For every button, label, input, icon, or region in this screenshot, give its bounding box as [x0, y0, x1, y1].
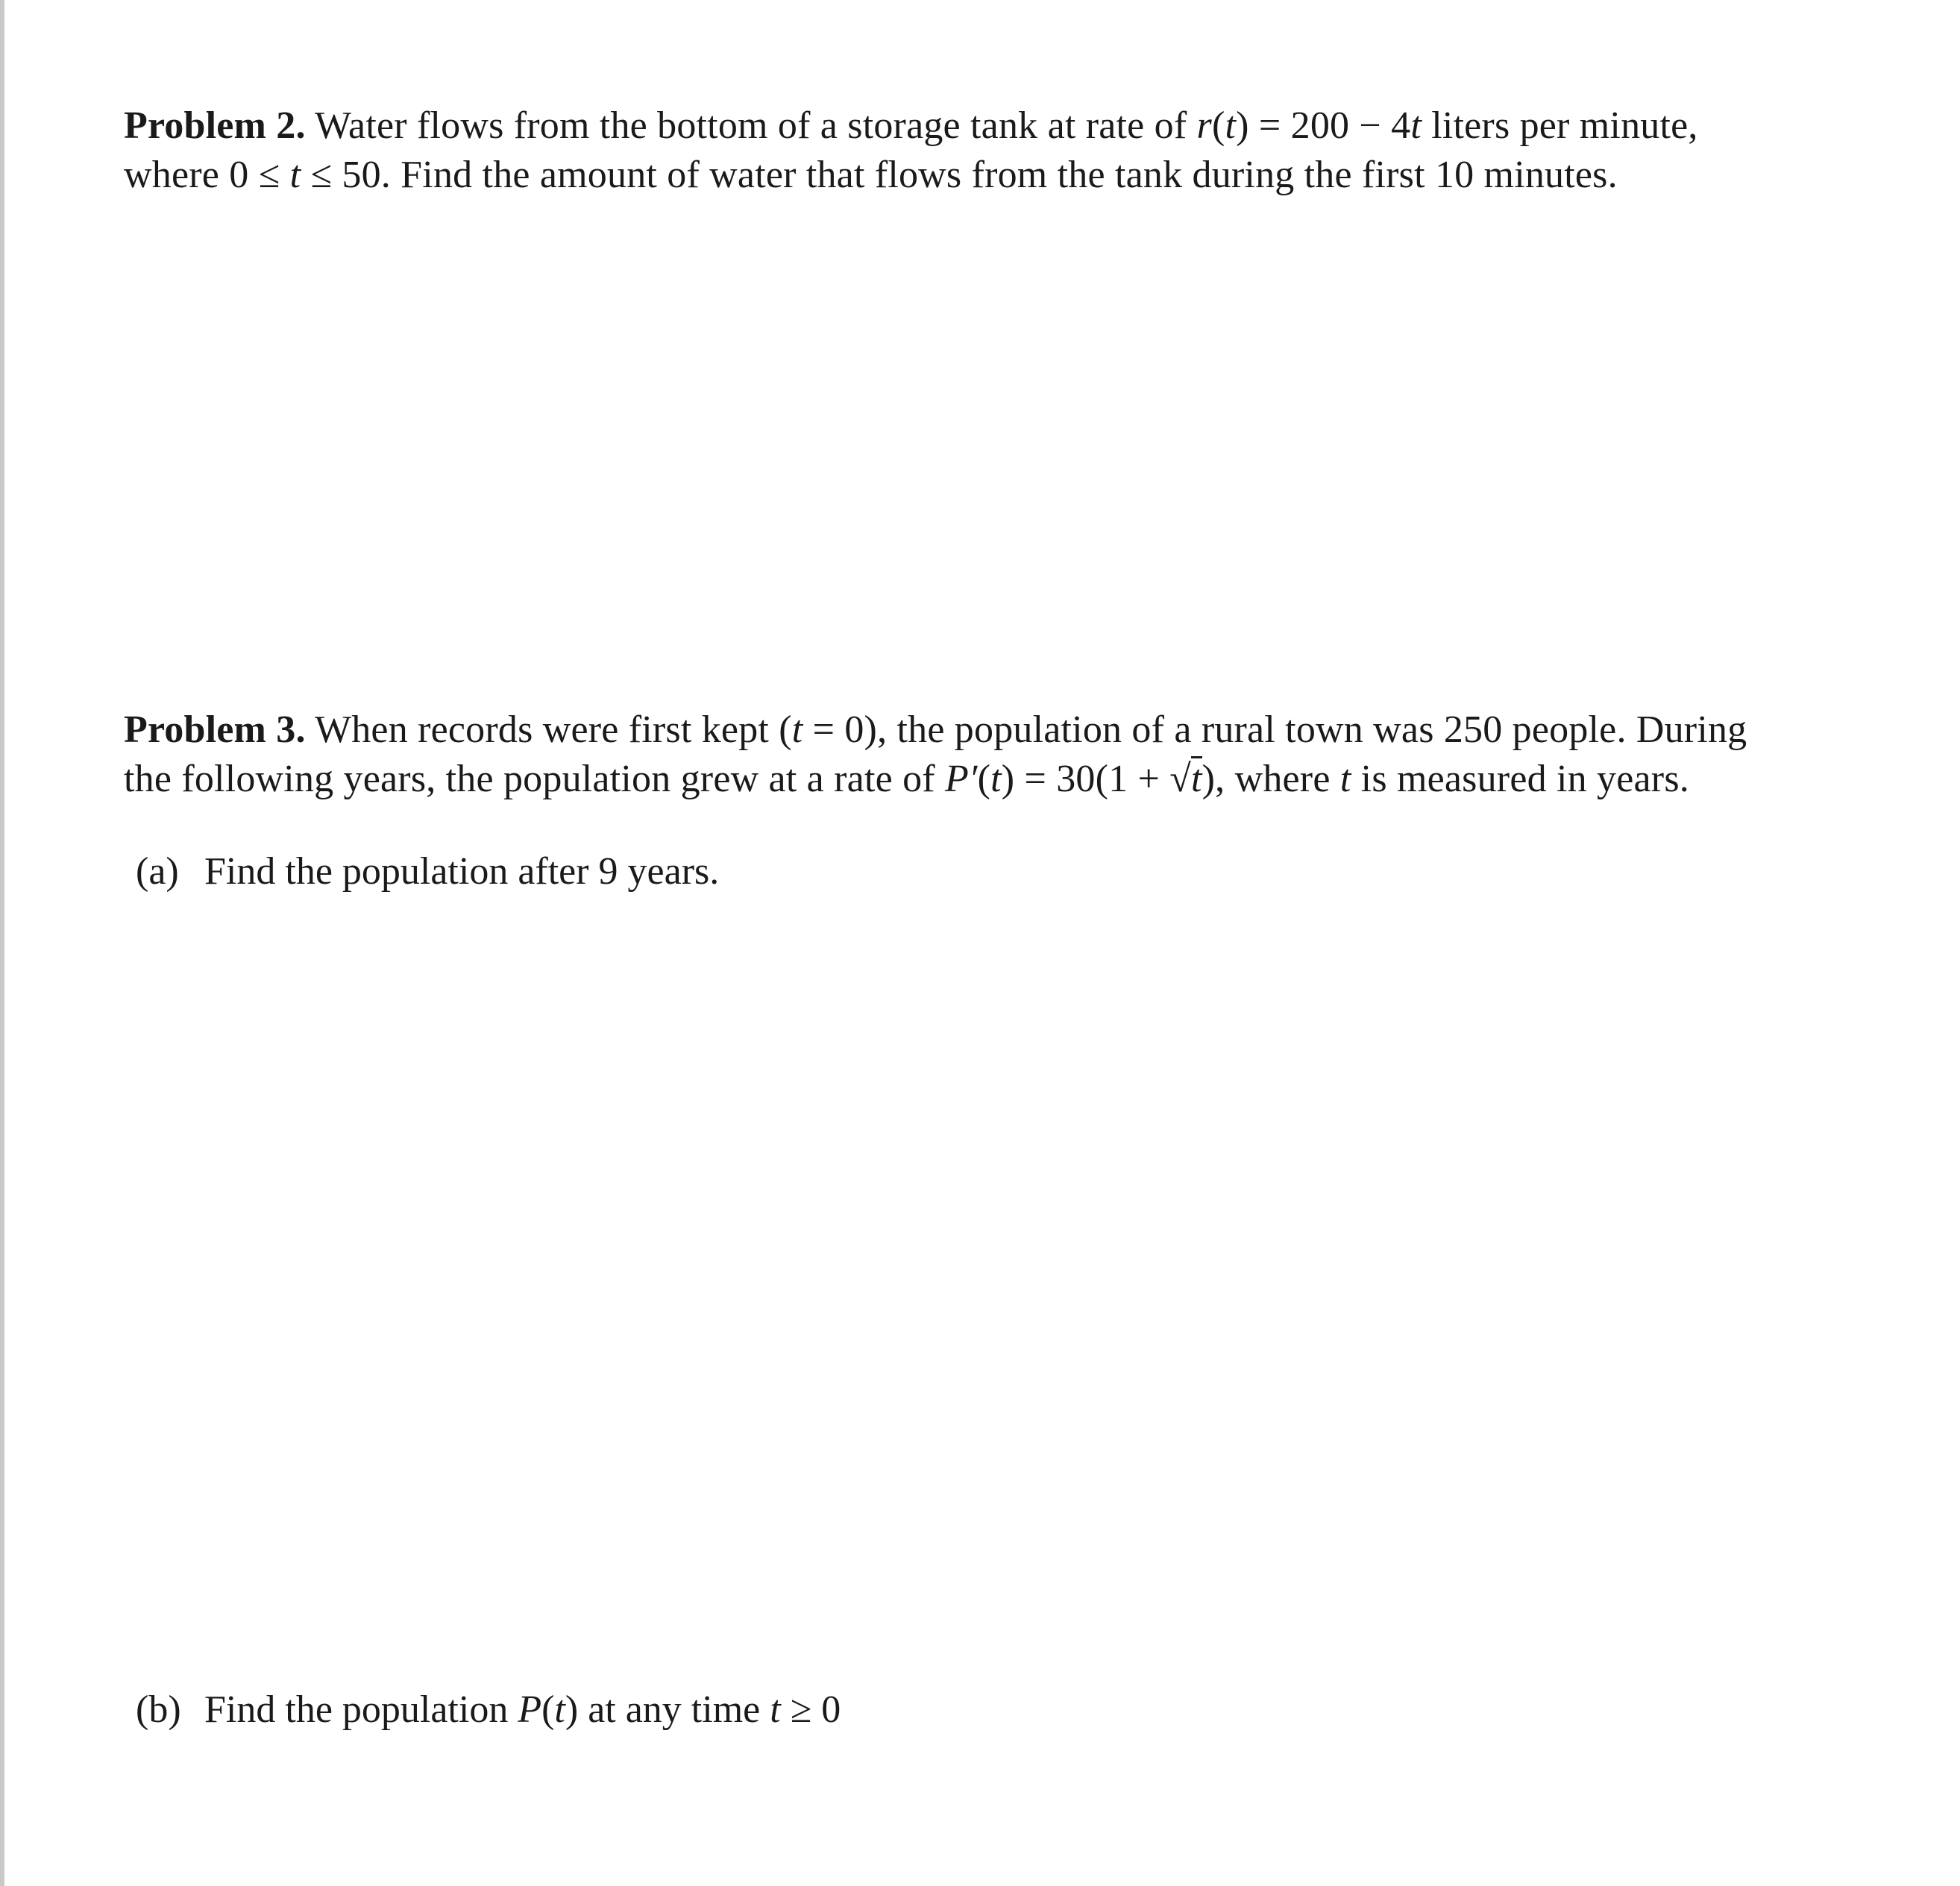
problem-3-text-c: the following years, the population grew at a rate of	[124, 758, 935, 800]
part-a-label: (a)	[136, 850, 179, 893]
domain-var: t	[289, 154, 301, 196]
growth-function-eq: = 30(1 +	[1024, 758, 1160, 800]
rate-function-name: r	[1196, 104, 1212, 147]
growth-function-arg: t	[990, 758, 1002, 800]
domain-where: where 0 ≤	[124, 154, 280, 196]
part-a	[136, 847, 719, 896]
problem-2-line-1: Problem 2. Water flows from the bottom of a storage tank at rate of r(t) = 200 − 4t liters per minute,	[124, 104, 1698, 147]
problem-3-text-b: = 0), the population of a rural town was 250 people. During	[812, 708, 1747, 751]
radicand: t	[1191, 758, 1202, 800]
time-var: t	[1339, 758, 1351, 800]
problem-2-heading: Problem 2.	[124, 104, 306, 147]
rate-function-arg: t	[1225, 104, 1237, 147]
growth-function-close: ), where	[1202, 758, 1331, 800]
problem-3	[124, 705, 1914, 804]
problem-2-question: ≤ 50. Find the amount of water that flows from the tank during the first 10 minutes.	[310, 154, 1618, 196]
rate-function-rhs: = 200 − 4	[1258, 104, 1411, 147]
rate-function-var: t	[1410, 104, 1422, 147]
problem-3-text-a: When records were first kept (	[314, 708, 792, 751]
problem-3-heading: Problem 3.	[124, 708, 306, 751]
part-b-text-b: at any time	[588, 1688, 761, 1731]
population-function-name: P	[518, 1688, 542, 1731]
part-b: (b) Find the population P(t) at any time t ≥ 0	[136, 1685, 841, 1735]
part-b-text-a: Find the population	[204, 1688, 509, 1731]
initial-time-var: t	[791, 708, 803, 751]
radical-symbol: √	[1169, 758, 1191, 800]
problem-2-text: Water flows from the bottom of a storage tank at rate of	[314, 104, 1187, 147]
problem-3-units: is measured in years.	[1360, 758, 1689, 800]
part-b-condition: ≥ 0	[790, 1688, 841, 1731]
part-b-label: (b)	[136, 1688, 181, 1731]
growth-function-name: P′	[945, 758, 978, 800]
part-b-var: t	[770, 1688, 781, 1731]
problem-2-line-2	[124, 151, 1914, 200]
population-function-arg: t	[554, 1688, 565, 1731]
problem-3-line-2: the following years, the population grew at a rate of P′(t) = 30(1 + √t), where t is measured in years.	[124, 755, 1914, 804]
problem-2	[124, 101, 1914, 200]
part-a-text: Find the population after 9 years.	[204, 850, 720, 893]
square-root	[1169, 755, 1202, 804]
problem-3-line-1	[124, 705, 1914, 755]
problem-2-units: liters per minute,	[1431, 104, 1698, 147]
